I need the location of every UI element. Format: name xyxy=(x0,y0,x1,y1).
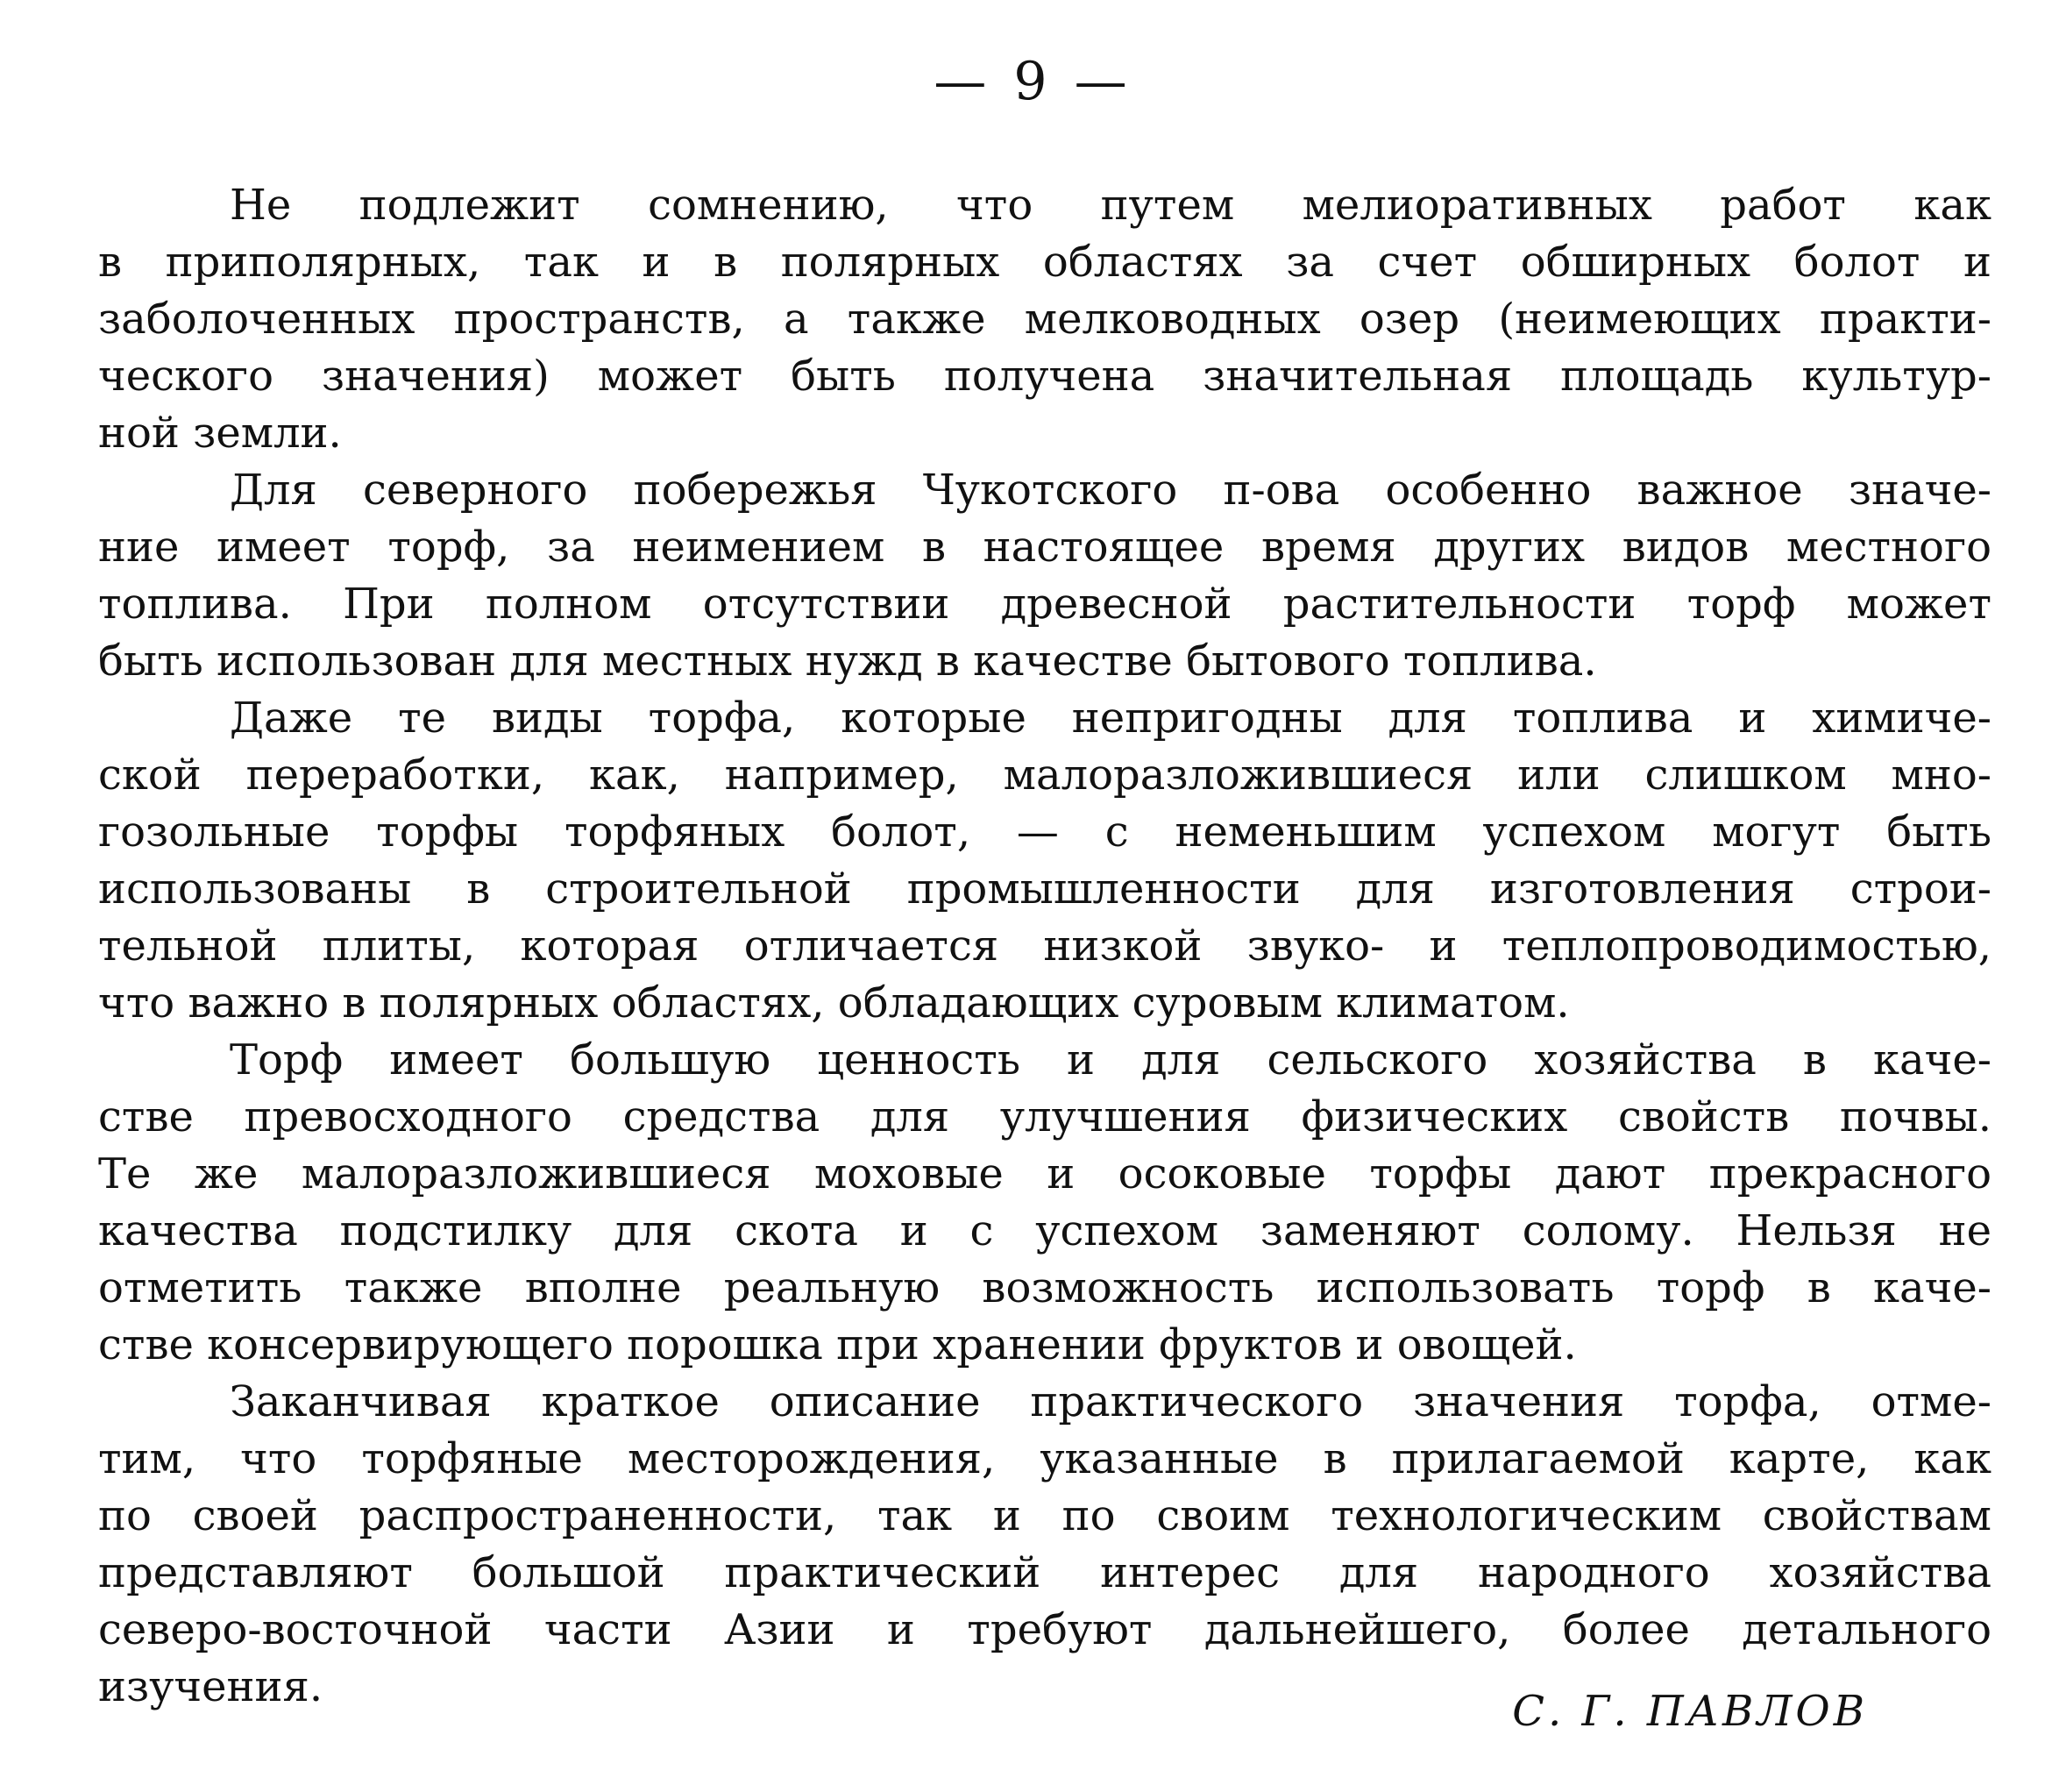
paragraph-4-line-6: стве консервирующего порошка при хранении фруктов и овощей. xyxy=(98,1320,1577,1369)
paragraph-4-line-2: стве превосходного средства для улучшения физических свойств почвы. xyxy=(98,1092,1991,1141)
page-number: — 9 — xyxy=(934,51,1132,112)
paragraph-3-line-4: использованы в строительной промышленности для изготовления строи- xyxy=(98,864,1991,914)
paragraph-2-line-4: быть использован для местных нужд в качестве бытового топлива. xyxy=(98,636,1597,686)
paragraph-2-line-3: топлива. При полном отсутствии древесной растительности торф может xyxy=(98,580,1991,629)
paragraph-3-line-5: тельной плиты, которая отличается низкой звуко- и теплопроводимостью, xyxy=(98,921,1991,971)
paragraph-4-line-1: Торф имеет большую ценность и для сельского хозяйства в каче- xyxy=(230,1035,1991,1084)
paragraph-3-line-6: что важно в полярных областях, обладающих суровым климатом. xyxy=(98,978,1570,1028)
paragraph-1-line-5: ной земли. xyxy=(98,409,342,458)
paragraph-3-line-3: гозольные торфы торфяных болот, — с неменьшим успехом могут быть xyxy=(98,807,1991,857)
paragraph-4-line-3: Те же малоразложившиеся моховые и осоковые торфы дают прекрасного xyxy=(98,1149,1991,1198)
paragraph-1-line-1: Не подлежит сомнению, что путем мелиоративных работ как xyxy=(230,181,1991,230)
paragraph-1-line-4: ческого значения) может быть получена значительная площадь культур- xyxy=(98,352,1991,401)
paragraph-4-line-4: качества подстилку для скота и с успехом заменяют солому. Нельзя не xyxy=(98,1206,1991,1255)
paragraph-5-line-6: изучения. xyxy=(98,1662,323,1711)
body-text xyxy=(98,177,1991,1716)
paragraph-1-line-3: заболоченных пространств, а также мелководных озер (неимеющих практи- xyxy=(98,295,1991,344)
paragraph-5-line-4: представляют большой практический интерес для народного хозяйства xyxy=(98,1548,1991,1597)
paragraph-3-line-1: Даже те виды торфа, которые непригодны для топлива и химиче- xyxy=(230,693,1991,743)
paragraph-5-line-5: северо-восточной части Азии и требуют дальнейшего, более детального xyxy=(98,1605,1991,1654)
paragraph-5-line-3: по своей распространенности, так и по своим технологическим свойствам xyxy=(98,1491,1991,1540)
paragraph-3-line-2: ской переработки, как, например, малоразложившиеся или слишком мно- xyxy=(98,750,1991,800)
author-signature: С. Г. ПАВЛОВ xyxy=(1512,1687,1868,1736)
paragraph-2-line-1: Для северного побережья Чукотского п-ова особенно важное значе- xyxy=(230,466,1991,515)
paragraph-5-line-1: Заканчивая краткое описание практического значения торфа, отме- xyxy=(230,1377,1991,1426)
paragraph-4-line-5: отметить также вполне реальную возможность использовать торф в каче- xyxy=(98,1263,1991,1312)
paragraph-1-line-2: в приполярных, так и в полярных областях за счет обширных болот и xyxy=(98,238,1991,287)
paragraph-2-line-2: ние имеет торф, за неимением в настоящее время других видов местного xyxy=(98,523,1991,572)
paragraph-5-line-2: тим, что торфяные месторождения, указанные в прилагаемой карте, как xyxy=(98,1434,1991,1483)
